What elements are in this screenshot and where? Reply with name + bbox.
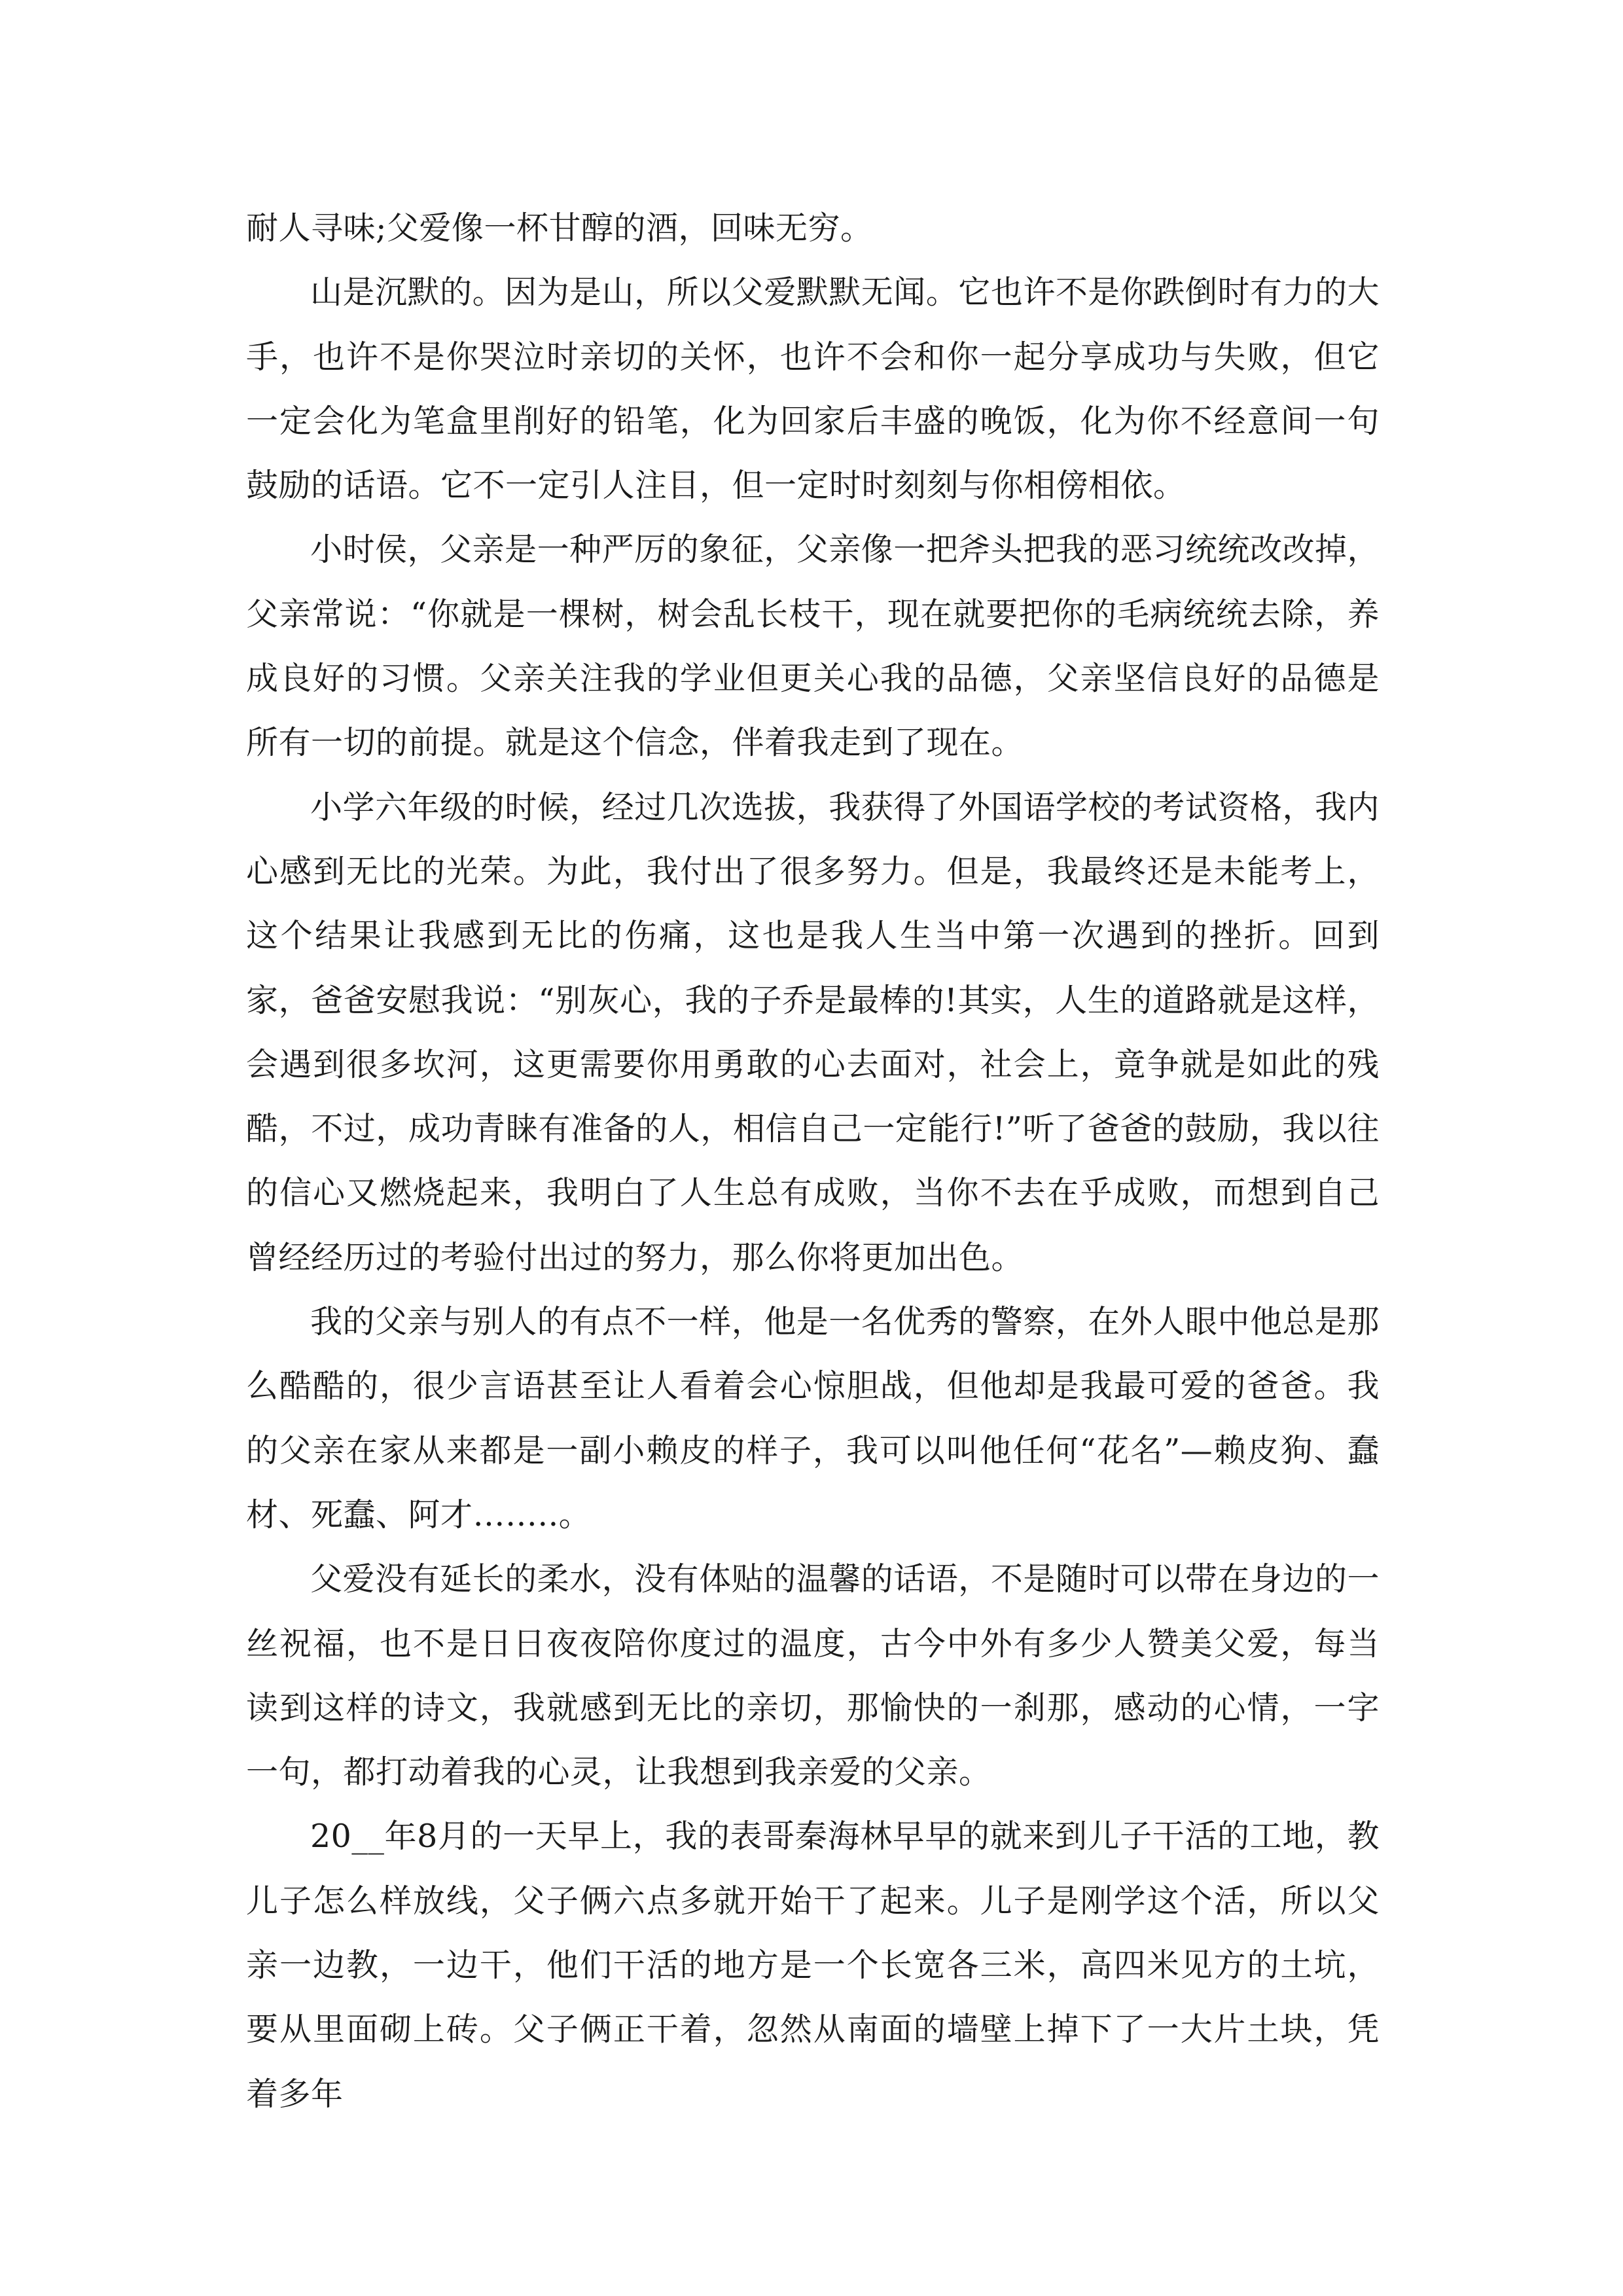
- paragraph-3: 小时侯，父亲是一种严厉的象征，父亲像一把斧头把我的恶习统统改改掉，父亲常说：“你就是一棵树，树会乱长枝干，现在就要把你的毛病统统去除，养成良好的习惯。父亲关注我的学业但更关心我的品德，父亲坚信良好的品德是所有一切的前提。就是这个信念，伴着我走到了现在。: [246, 531, 1380, 762]
- article-body: [246, 196, 1380, 2126]
- paragraph-1: 耐人寻味;父爱像一杯甘醇的酒，回味无穷。: [246, 209, 873, 247]
- paragraph-4: 小学六年级的时候，经过几次选拔，我获得了外国语学校的考试资格，我内心感到无比的光荣。为此，我付出了很多努力。但是，我最终还是未能考上，这个结果让我感到无比的伤痛，这也是我人生当中第一次遇到的挫折。回到家，爸爸安慰我说：“别灰心，我的子乔是最棒的!其实，人生的道路就是这样，会遇到很多坎河，这更需要你用勇敢的心去面对，社会上，竟争就是如此的残酷，不过，成功青睐有准备的人，相信自己一定能行!”听了爸爸的鼓励，我以往的信心又燃烧起来，我明白了人生总有成败，当你不去在乎成败，而想到自己曾经经历过的考验付出过的努力，那么你将更加出色。: [246, 788, 1380, 1276]
- paragraph-5: 我的父亲与别人的有点不一样，他是一名优秀的警察，在外人眼中他总是那么酷酷的，很少言语甚至让人看着会心惊胆战，但他却是我最可爱的爸爸。我的父亲在家从来都是一副小赖皮的样子，我可以叫他任何“花名”—赖皮狗、蠢材、死蠢、阿才……..。: [246, 1303, 1380, 1534]
- paragraph-7: 20__年8月的一天早上，我的表哥秦海林早早的就来到儿子干活的工地，教儿子怎么样放线，父子俩六点多就开始干了起来。儿子是刚学这个活，所以父亲一边教，一边干，他们干活的地方是一个长宽各三米，高四米见方的土坑，要从里面砌上砖。父子俩正干着，忽然从南面的墙壁上掉下了一大片土块，凭着多年: [246, 1818, 1380, 2113]
- paragraph-2: 山是沉默的。因为是山，所以父爱默默无闻。它也许不是你跌倒时有力的大手，也许不是你哭泣时亲切的关怀，也许不会和你一起分享成功与失败，但它一定会化为笔盒里削好的铅笔，化为回家后丰盛的晚饭，化为你不经意间一句鼓励的话语。它不一定引人注目，但一定时时刻刻与你相傍相依。: [246, 274, 1380, 505]
- paragraph-6: 父爱没有延长的柔水，没有体贴的温馨的话语，不是随时可以带在身边的一丝祝福，也不是日日夜夜陪你度过的温度，古今中外有多少人赞美父爱，每当读到这样的诗文，我就感到无比的亲切，那愉快的一刹那，感动的心情，一字一句，都打动着我的心灵，让我想到我亲爱的父亲。: [246, 1560, 1380, 1791]
